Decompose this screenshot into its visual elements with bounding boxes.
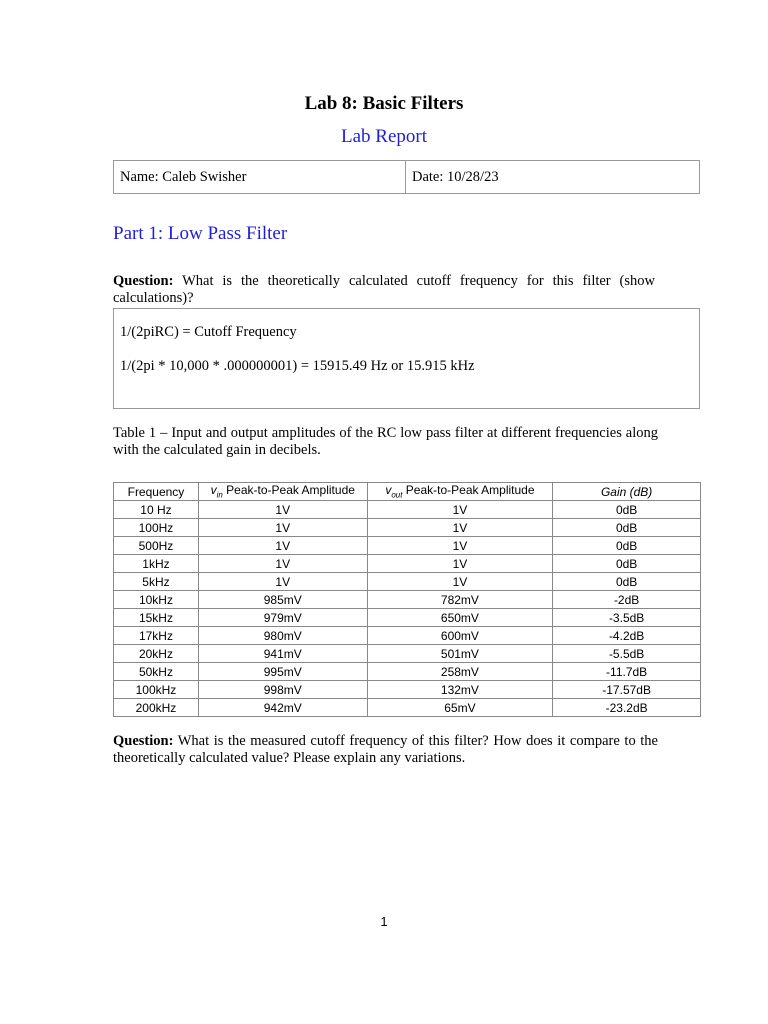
section-title: Part 1: Low Pass Filter [113, 223, 288, 244]
question-1-label: Question: [113, 273, 174, 289]
table-row: 200kHz 942mV 65mV -23.2dB [114, 699, 701, 717]
document-subtitle: Lab Report [340, 126, 427, 147]
student-name: Name: Caleb Swisher [114, 161, 406, 193]
table-row: 17kHz 980mV 600mV -4.2dB [114, 627, 701, 645]
table-row: 10 Hz 1V 1V 0dB [114, 501, 701, 519]
question-1-text: What is the theoretically calculated cutoff frequency for this filter (show calculations)? [113, 273, 655, 306]
table-row: 20kHz 941mV 501mV -5.5dB [114, 645, 701, 663]
header-frequency: Frequency [114, 483, 199, 501]
table-row: 50kHz 995mV 258mV -11.7dB [114, 663, 701, 681]
table-row: 500Hz 1V 1V 0dB [114, 537, 701, 555]
table-row: 5kHz 1V 1V 0dB [114, 573, 701, 591]
question-2-text: What is the measured cutoff frequency of this filter? How does it compare to the theoretically calculated value? Please explain any variations. [113, 733, 658, 766]
answer-1-line-2: 1/(2pi * 10,000 * .000000001) = 15915.49 Hz or 15.915 kHz [120, 358, 475, 374]
table-row: 10kHz 985mV 782mV -2dB [114, 591, 701, 609]
question-1 [113, 273, 655, 307]
answer-1-box [113, 308, 700, 409]
amplitude-table [113, 482, 701, 717]
document-title: Lab 8: Basic Filters [304, 93, 464, 114]
header-gain: Gain (dB) [553, 483, 701, 501]
table-row: 100kHz 998mV 132mV -17.57dB [114, 681, 701, 699]
table-row: 15kHz 979mV 650mV -3.5dB [114, 609, 701, 627]
question-2-label: Question: [113, 733, 174, 749]
student-info-table [113, 160, 700, 194]
table-row: 100Hz 1V 1V 0dB [114, 519, 701, 537]
page-number: 1 [380, 914, 388, 929]
table-header-row [114, 483, 701, 501]
header-vout: $v_{out}$ Peak-to-Peak Amplitude [367, 483, 553, 501]
table-caption: Table 1 – Input and output amplitudes of the RC low pass filter at different frequencies along with the calculated gain in decibels. [113, 425, 658, 458]
header-vin: $v_{in}$ Peak-to-Peak Amplitude [198, 483, 367, 501]
question-2 [113, 733, 658, 767]
report-date: Date: 10/28/23 [412, 169, 499, 185]
answer-1-line-1: 1/(2piRC) = Cutoff Frequency [120, 324, 297, 340]
table-row: 1kHz 1V 1V 0dB [114, 555, 701, 573]
